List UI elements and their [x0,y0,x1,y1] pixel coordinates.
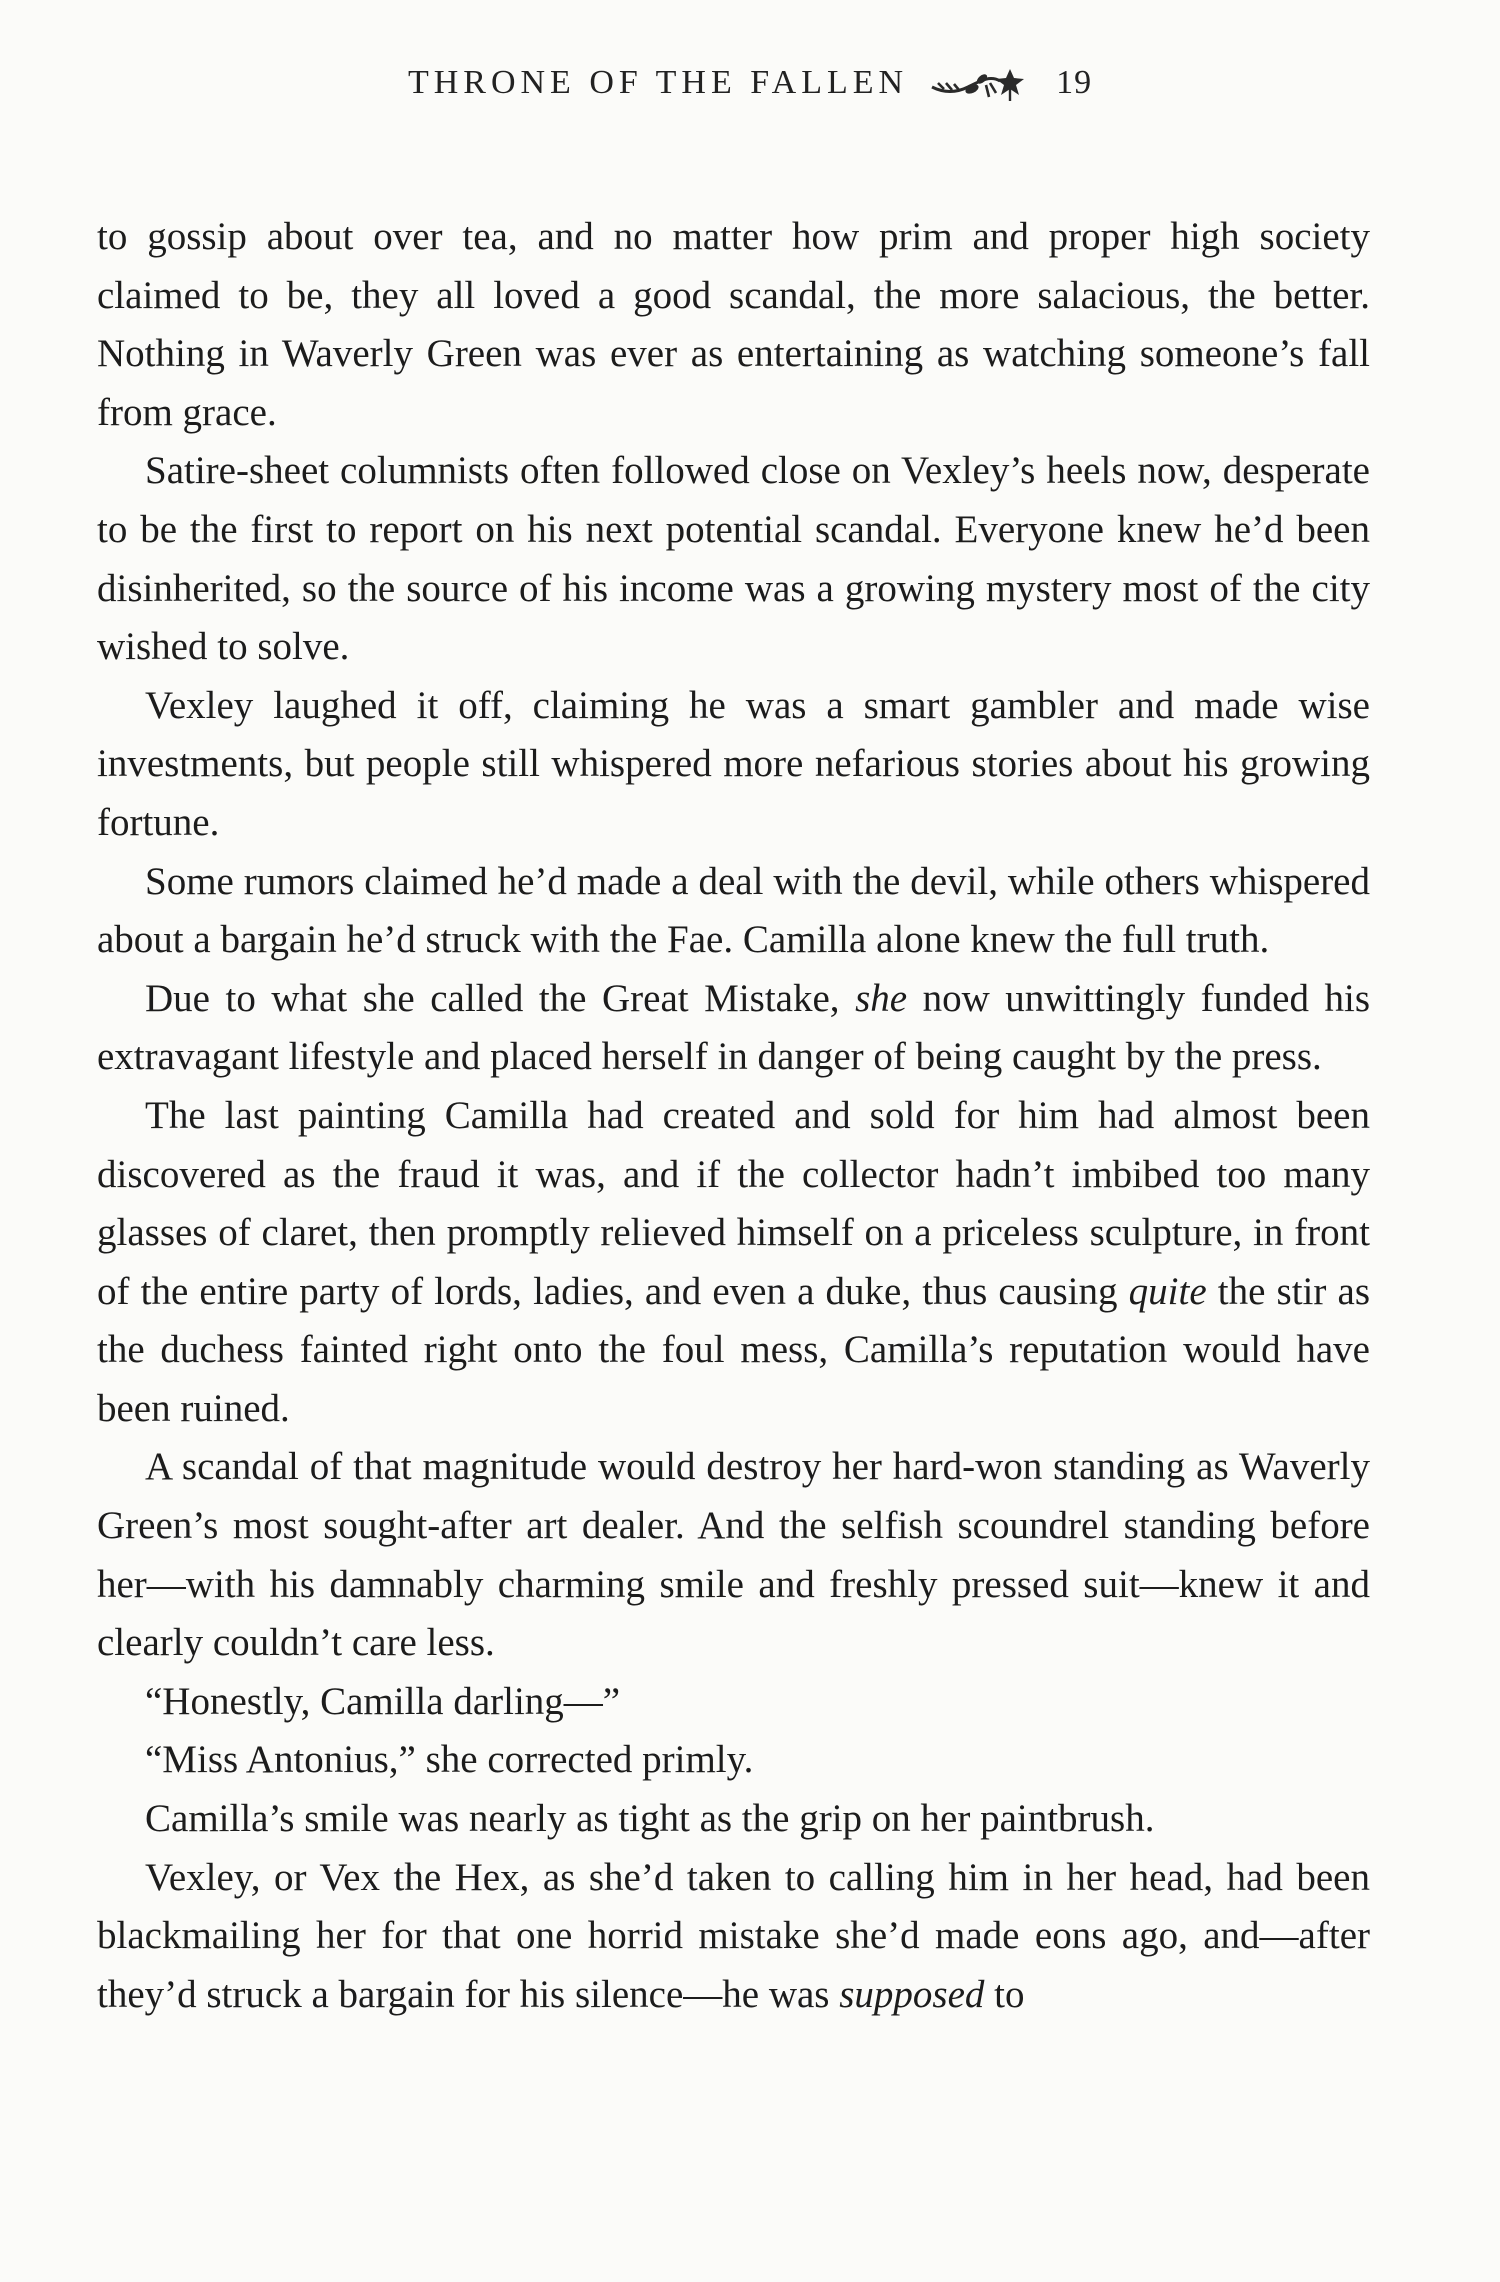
text-run: Some rumors claimed he’d made a deal with the devil, while others whispered about a bargain he’d struck with the Fae. Camilla alone knew the full truth. [97,859,1370,962]
body-text [97,208,1370,2024]
text-run: “Honestly, Camilla darling—” [145,1679,621,1723]
paragraph [97,1731,1370,1790]
text-run: “Miss Antonius,” she corrected primly. [145,1738,754,1782]
paragraph [97,208,1370,442]
text-run: A scandal of that magnitude would destroy her hard-won standing as Waverly Green’s most sought-after art dealer. And the selfish scoundrel standing before her—with his damnably charming smile and freshly pressed suit—knew it and clearly couldn’t care less. [97,1445,1370,1665]
text-run: Camilla’s smile was nearly as tight as the grip on her paintbrush. [145,1797,1155,1841]
text-run: The last painting Camilla had created and sold for him had almost been discovered as the fraud it was, and if the collector hadn’t imbibed too many glasses of claret, then promptly relieved himself on a priceless sculpture, in front of the entire party of lords, ladies, and even a duke, thus causing [97,1093,1370,1313]
text-run: the stir as the duchess fainted right onto the foul mess, Camilla’s reputation would have been ruined. [97,1269,1371,1430]
paragraph [97,1673,1370,1732]
paragraph [97,970,1370,1087]
text-run: Vexley, or Vex the Hex, as she’d taken to calling him in her head, had been blackmailing her for that one horrid mistake she’d made eons ago, and—after they’d struck a bargain for his silence—he was [97,1855,1370,2016]
paragraph [97,442,1370,676]
italic-text: she [855,976,908,1020]
paragraph [97,853,1370,970]
text-run: to [984,1972,1025,2016]
text-run: Satire-sheet columnists often followed close on Vexley’s heels now, desperate to be the first to report on his next potential scandal. Everyone knew he’d been disinherited, so the source of his income was a growing mystery most of the city wished to solve. [97,449,1370,669]
text-run: Due to what she called the Great Mistake, [145,976,856,1020]
paragraph [97,1790,1370,1849]
italic-text: supposed [839,1972,985,2016]
paragraph [97,1438,1370,1672]
text-run: now unwittingly funded his extravagant lifestyle and placed herself in danger of being caught by the press. [97,976,1370,1079]
text-run: Vexley laughed it off, claiming he was a smart gambler and made wise investments, but people still whispered more nefarious stories about his growing fortune. [97,683,1370,844]
paragraph [97,1849,1370,2025]
floral-vine-icon [930,63,1030,103]
text-run: to gossip about over tea, and no matter how prim and proper high society claimed to be, they all loved a good scandal, the more salacious, the better. Nothing in Waverly Green was ever as entertaining as watching someone’s fall from grace. [97,215,1370,434]
paragraph [97,677,1370,853]
running-title: THRONE OF THE FALLEN [407,64,909,102]
page-number: 19 [1056,64,1093,102]
paragraph [97,1087,1370,1439]
running-head [0,62,1500,103]
italic-text: quite [1128,1269,1207,1313]
